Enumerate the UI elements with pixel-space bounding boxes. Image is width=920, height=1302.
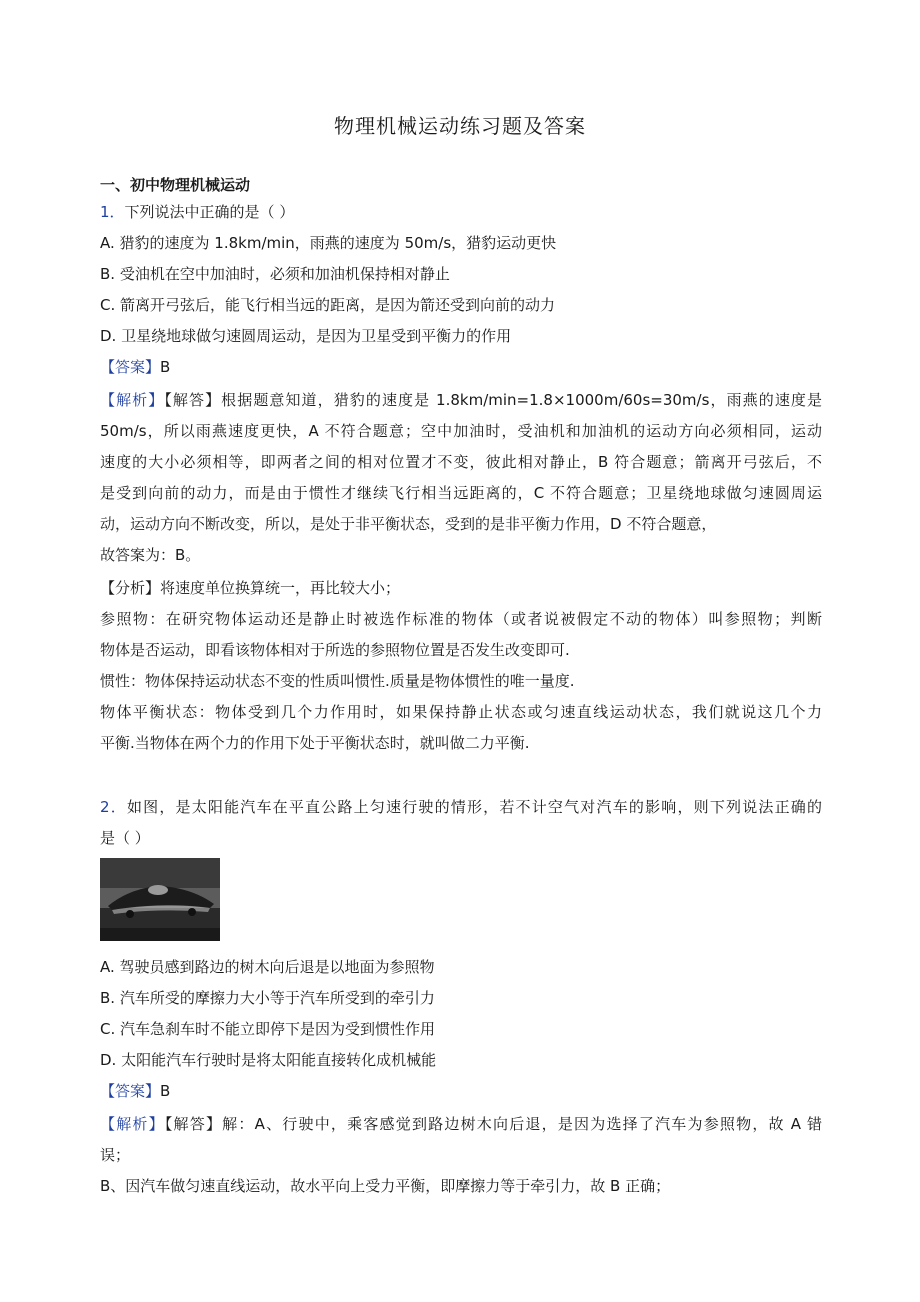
section-heading: 一、初中物理机械运动: [100, 176, 251, 194]
question-1-note: 物体是否运动，即看该物体相对于所选的参照物位置是否发生改变即可.: [100, 641, 570, 659]
question-2-analysis-line: 误；: [100, 1146, 131, 1164]
question-2-option-d: D. 太阳能汽车行驶时是将太阳能直接转化成机械能: [100, 1051, 437, 1069]
analysis-tag: 【解析】: [100, 1115, 165, 1133]
question-1-note: 平衡.当物体在两个力的作用下处于平衡状态时，就叫做二力平衡.: [100, 734, 530, 752]
solar-car-photo: [100, 858, 220, 941]
question-1-analysis-line: 动，运动方向不断改变，所以，是处于非平衡状态，受到的是非平衡力作用，D 不符合题意，: [100, 515, 717, 533]
question-2-text: 如图，是太阳能汽车在平直公路上匀速行驶的情形，若不计空气对汽车的影响，则下列说法正确的: [126, 798, 822, 816]
question-1-note: 参照物：在研究物体运动还是静止时被选作标准的物体（或者说被假定不动的物体）叫参照物；判断: [100, 610, 822, 628]
question-1-option-b: B. 受油机在空中加油时，必须和加油机保持相对静止: [100, 265, 450, 283]
question-2-number: 2．: [100, 798, 127, 816]
answer-value: B: [160, 1082, 171, 1100]
analysis-tag: 【解析】: [100, 391, 165, 409]
question-1-text: 下列说法中正确的是（ ）: [124, 203, 295, 221]
page-title: 物理机械运动练习题及答案: [334, 114, 586, 138]
question-2-option-a: A. 驾驶员感到路边的树木向后退是以地面为参照物: [100, 958, 435, 976]
analysis-text: 【解答】解：A、行驶中，乘客感觉到路边树木向后退，是因为选择了汽车为参照物，故 A 错: [164, 1115, 822, 1133]
answer-value: B: [160, 358, 171, 376]
question-2-stem-cont: 是（ ）: [100, 829, 150, 847]
solar-car-icon: [100, 858, 220, 941]
question-2-option-c: C. 汽车急刹车时不能立即停下是因为受到惯性作用: [100, 1020, 436, 1038]
question-1-note: 【分析】将速度单位换算统一，再比较大小；: [100, 579, 401, 597]
answer-tag: 【答案】: [100, 1082, 161, 1100]
question-1-analysis-line: 50m/s，所以雨燕速度更快，A 不符合题意；空中加油时，受油机和加油机的运动方向必须相同，运动: [100, 422, 822, 440]
question-1-option-c: C. 箭离开弓弦后，能飞行相当远的距离，是因为箭还受到向前的动力: [100, 296, 556, 314]
question-2-analysis-line: [100, 1114, 822, 1134]
question-1-number: 1．: [100, 203, 125, 221]
question-2-analysis-line: B、因汽车做匀速直线运动，故水平向上受力平衡，即摩擦力等于牵引力，故 B 正确；: [100, 1177, 671, 1195]
question-1-analysis-line: 是受到向前的动力，而是由于惯性才继续飞行相当远距离的，C 不符合题意；卫星绕地球做匀速圆周运: [100, 484, 822, 502]
analysis-text: 【解答】根据题意知道，猎豹的速度是 1.8km/min=1.8×1000m/60s=30m/s，雨燕的速度是: [164, 391, 822, 409]
question-1-analysis-line: 速度的大小必须相等，即两者之间的相对位置才不变，彼此相对静止，B 符合题意；箭离开弓弦后，不: [100, 453, 822, 471]
question-1-note: 物体平衡状态：物体受到几个力作用时，如果保持静止状态或匀速直线运动状态，我们就说这几个力: [100, 703, 822, 721]
question-1-stem: [100, 202, 822, 222]
question-2-answer: [100, 1081, 822, 1101]
answer-tag: 【答案】: [100, 358, 161, 376]
question-1-note: 惯性：物体保持运动状态不变的性质叫惯性.质量是物体惯性的唯一量度.: [100, 672, 575, 690]
question-1-analysis-line: 故答案为：B。: [100, 546, 201, 564]
question-2-stem: [100, 797, 822, 817]
question-1-option-d: D. 卫星绕地球做匀速圆周运动，是因为卫星受到平衡力的作用: [100, 327, 512, 345]
question-1-answer: [100, 357, 822, 377]
question-1-option-a: A. 猎豹的速度为 1.8km/min，雨燕的速度为 50m/s，猎豹运动更快: [100, 234, 557, 252]
question-1-analysis-line: [100, 390, 822, 410]
question-2-option-b: B. 汽车所受的摩擦力大小等于汽车所受到的牵引力: [100, 989, 435, 1007]
